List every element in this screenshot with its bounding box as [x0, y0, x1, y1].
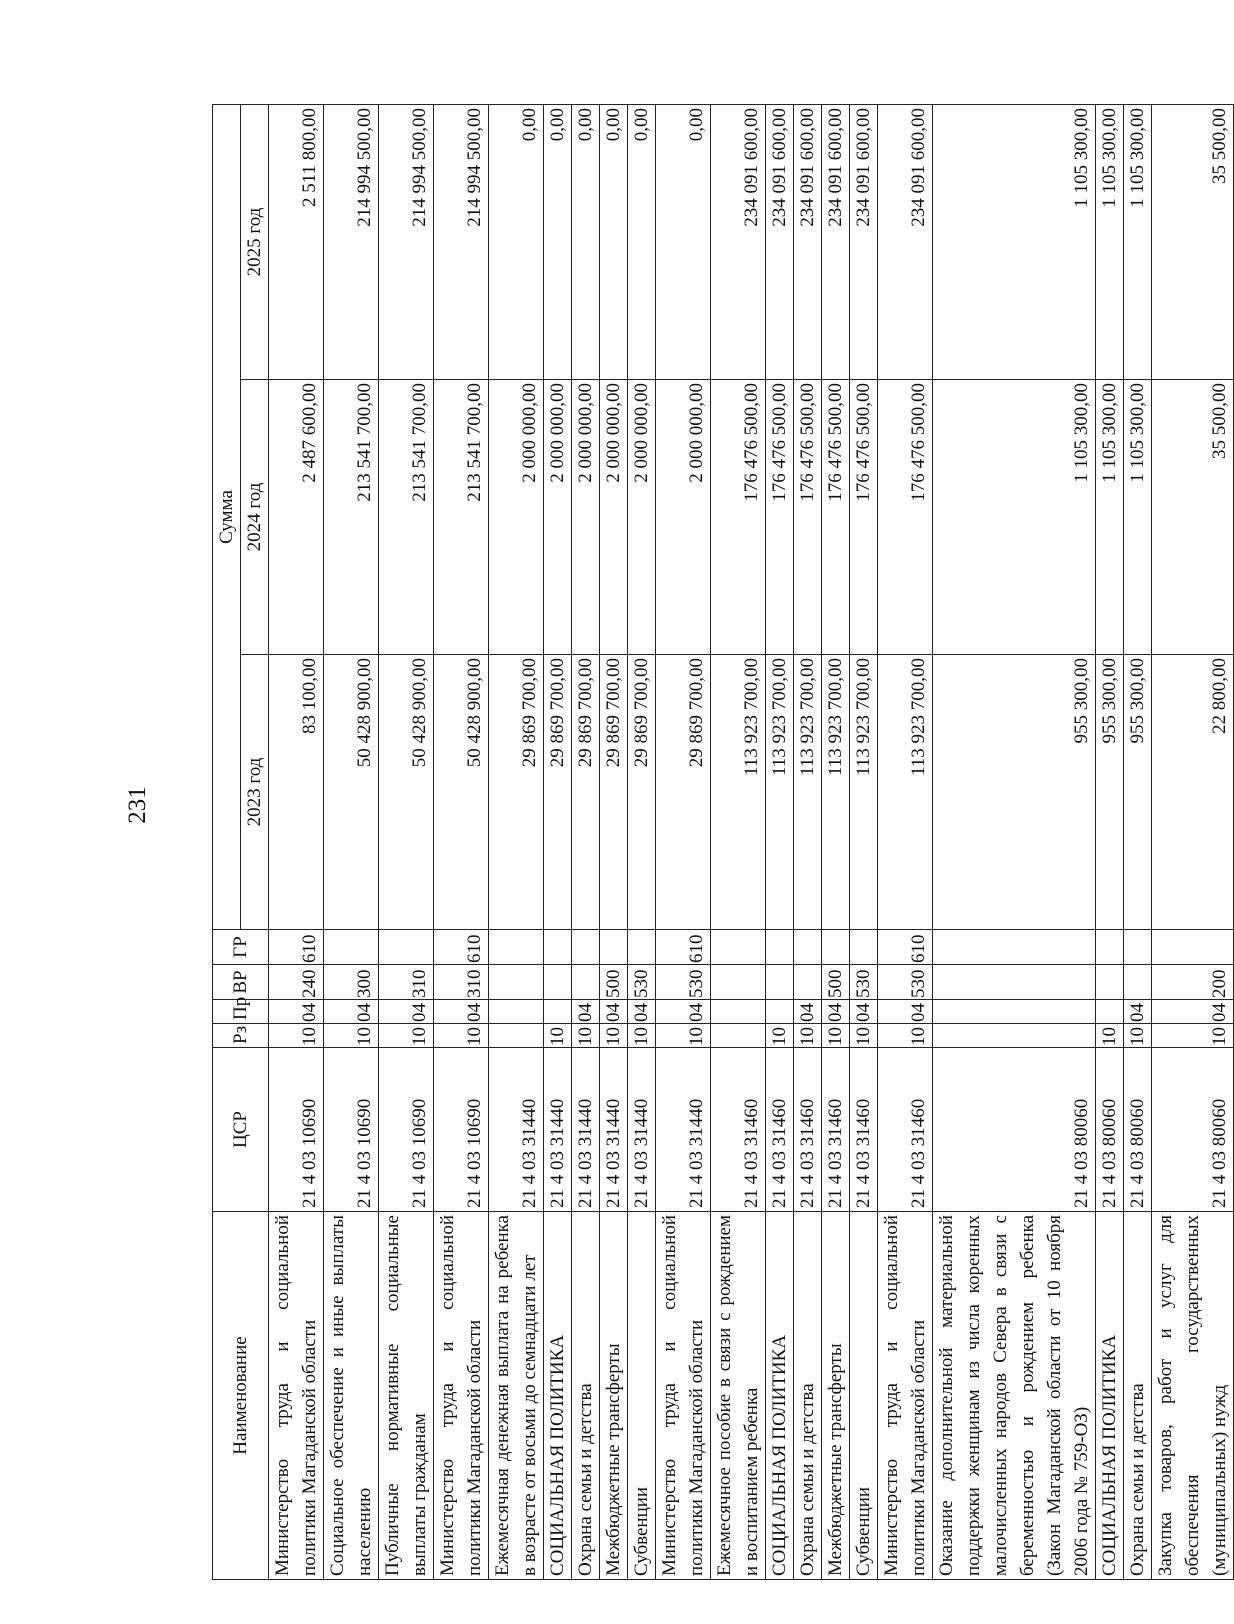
header-name: Наименование	[213, 1212, 269, 1580]
row-2023: 113 923 700,00	[711, 655, 766, 930]
row-pr: 04	[850, 1000, 878, 1024]
row-name: Министерство труда и социальной политики Магаданской области	[656, 1212, 711, 1580]
table-row	[379, 104, 434, 1579]
table-row	[711, 104, 766, 1579]
row-name: Министерство труда и социальной политики Магаданской области	[878, 1212, 933, 1580]
row-name: Оказание дополнительной материальной поддержки женщинам из числа коренных малочисленных народов Севера в связи с беременностью и рождением ребенка (Закон Магаданской области от 10 ноября 2006 года № 759-ОЗ)	[933, 1212, 1096, 1580]
row-csr: 21 4 03 80060	[933, 1048, 1096, 1212]
rotated-table-container	[212, 105, 1230, 1580]
header-sum: Сумма	[213, 104, 241, 929]
row-2023: 29 869 700,00	[489, 655, 544, 930]
row-name: Межбюджетные трансферты	[600, 1212, 628, 1580]
row-2025: 2 511 800,00	[269, 104, 324, 379]
row-2023: 50 428 900,00	[434, 655, 489, 930]
row-2024: 2 000 000,00	[489, 380, 544, 655]
row-2024: 176 476 500,00	[766, 380, 794, 655]
row-2024: 176 476 500,00	[794, 380, 822, 655]
table-row	[572, 104, 600, 1579]
row-gr: 610	[656, 930, 711, 965]
row-rz: 10	[850, 1024, 878, 1048]
row-2025: 0,00	[600, 104, 628, 379]
header-pr: Пр	[213, 1000, 269, 1024]
row-name: Межбюджетные трансферты	[822, 1212, 850, 1580]
row-vr: 530	[878, 965, 933, 1000]
row-2024: 176 476 500,00	[850, 380, 878, 655]
row-2025: 234 091 600,00	[794, 104, 822, 379]
row-vr	[544, 965, 572, 1000]
row-gr	[489, 930, 544, 965]
row-2023: 113 923 700,00	[822, 655, 850, 930]
row-gr	[324, 930, 379, 965]
header-csr: ЦСР	[213, 1048, 269, 1212]
row-gr	[600, 930, 628, 965]
row-2023: 955 300,00	[1096, 655, 1124, 930]
row-name: Субвенции	[628, 1212, 656, 1580]
row-pr	[544, 1000, 572, 1024]
row-rz: 10	[628, 1024, 656, 1048]
row-csr: 21 4 03 31440	[628, 1048, 656, 1212]
table-row	[822, 104, 850, 1579]
row-2024: 1 105 300,00	[933, 380, 1096, 655]
table-row	[489, 104, 544, 1579]
row-2023: 955 300,00	[933, 655, 1096, 930]
row-2025: 214 994 500,00	[324, 104, 379, 379]
header-2023: 2023 год	[241, 655, 269, 930]
row-vr: 530	[656, 965, 711, 1000]
row-2024: 2 000 000,00	[572, 380, 600, 655]
row-2025: 0,00	[544, 104, 572, 379]
table-row	[324, 104, 379, 1579]
table-row	[269, 104, 324, 1579]
row-rz	[933, 1024, 1096, 1048]
row-pr: 04	[1124, 1000, 1152, 1024]
table-row	[600, 104, 628, 1579]
row-gr	[1124, 930, 1152, 965]
row-name: Охрана семьи и детства	[1124, 1212, 1152, 1580]
row-2024: 1 105 300,00	[1096, 380, 1124, 655]
row-vr: 240	[269, 965, 324, 1000]
row-vr	[572, 965, 600, 1000]
row-gr	[628, 930, 656, 965]
row-rz: 10	[1124, 1024, 1152, 1048]
row-2023: 29 869 700,00	[600, 655, 628, 930]
row-vr: 530	[628, 965, 656, 1000]
row-rz: 10	[269, 1024, 324, 1048]
row-vr	[933, 965, 1096, 1000]
row-vr: 500	[822, 965, 850, 1000]
row-pr: 04	[600, 1000, 628, 1024]
row-vr	[794, 965, 822, 1000]
row-2025: 35 500,00	[1152, 104, 1234, 379]
row-2025: 0,00	[489, 104, 544, 379]
row-rz	[711, 1024, 766, 1048]
header-rz: Рз	[213, 1024, 269, 1048]
row-name: Ежемесячное пособие в связи с рождением и воспитанием ребенка	[711, 1212, 766, 1580]
row-2025: 234 091 600,00	[711, 104, 766, 379]
row-csr: 21 4 03 31460	[878, 1048, 933, 1212]
row-name: Социальное обеспечение и иные выплаты населению	[324, 1212, 379, 1580]
row-pr: 04	[434, 1000, 489, 1024]
table-row	[878, 104, 933, 1579]
row-vr	[711, 965, 766, 1000]
row-csr: 21 4 03 80060	[1124, 1048, 1152, 1212]
row-name: Закупка товаров, работ и услуг для обеспечения государственных (муниципальных) нужд	[1152, 1212, 1234, 1580]
row-gr: 610	[878, 930, 933, 965]
row-vr: 500	[600, 965, 628, 1000]
row-2024: 176 476 500,00	[711, 380, 766, 655]
header-2024: 2024 год	[241, 380, 269, 655]
row-2023: 83 100,00	[269, 655, 324, 930]
row-gr	[766, 930, 794, 965]
row-pr: 04	[878, 1000, 933, 1024]
table-body	[269, 104, 1234, 1579]
row-rz: 10	[379, 1024, 434, 1048]
row-2024: 35 500,00	[1152, 380, 1234, 655]
row-rz: 10	[878, 1024, 933, 1048]
row-2025: 214 994 500,00	[379, 104, 434, 379]
row-2024: 2 000 000,00	[600, 380, 628, 655]
row-2024: 213 541 700,00	[434, 380, 489, 655]
row-2024: 2 000 000,00	[628, 380, 656, 655]
row-gr	[544, 930, 572, 965]
table-header	[213, 104, 269, 1579]
row-2023: 29 869 700,00	[656, 655, 711, 930]
row-2023: 29 869 700,00	[628, 655, 656, 930]
row-pr	[766, 1000, 794, 1024]
row-rz: 10	[544, 1024, 572, 1048]
row-2025: 234 091 600,00	[766, 104, 794, 379]
table-row	[766, 104, 794, 1579]
row-pr: 04	[822, 1000, 850, 1024]
row-2023: 50 428 900,00	[379, 655, 434, 930]
row-csr: 21 4 03 31440	[656, 1048, 711, 1212]
row-csr: 21 4 03 80060	[1152, 1048, 1234, 1212]
row-2024: 176 476 500,00	[878, 380, 933, 655]
row-pr: 04	[794, 1000, 822, 1024]
row-pr: 04	[324, 1000, 379, 1024]
table-row	[628, 104, 656, 1579]
table-row	[656, 104, 711, 1579]
row-rz: 10	[434, 1024, 489, 1048]
row-2025: 1 105 300,00	[1124, 104, 1152, 379]
row-gr	[1152, 930, 1234, 965]
row-name: Охрана семьи и детства	[794, 1212, 822, 1580]
row-2025: 234 091 600,00	[822, 104, 850, 379]
row-pr	[1096, 1000, 1124, 1024]
row-2024: 213 541 700,00	[379, 380, 434, 655]
row-rz: 10	[600, 1024, 628, 1048]
budget-table	[212, 104, 1234, 1580]
row-pr: 04	[269, 1000, 324, 1024]
row-vr: 300	[324, 965, 379, 1000]
row-pr	[933, 1000, 1096, 1024]
row-csr: 21 4 03 31460	[822, 1048, 850, 1212]
row-2025: 0,00	[656, 104, 711, 379]
table-row	[933, 104, 1096, 1579]
row-2025: 234 091 600,00	[850, 104, 878, 379]
row-rz: 10	[1096, 1024, 1124, 1048]
header-2025: 2025 год	[241, 104, 269, 379]
row-vr	[1124, 965, 1152, 1000]
row-pr: 04	[628, 1000, 656, 1024]
row-rz: 10	[822, 1024, 850, 1048]
row-gr: 610	[269, 930, 324, 965]
row-2024: 2 000 000,00	[656, 380, 711, 655]
row-pr	[711, 1000, 766, 1024]
row-rz: 10	[324, 1024, 379, 1048]
row-name: Ежемесячная денежная выплата на ребенка в возрасте от восьми до семнадцати лет	[489, 1212, 544, 1580]
row-vr	[1096, 965, 1124, 1000]
row-rz	[489, 1024, 544, 1048]
row-gr	[1096, 930, 1124, 965]
row-csr: 21 4 03 10690	[379, 1048, 434, 1212]
row-2024: 2 000 000,00	[544, 380, 572, 655]
row-name: Субвенции	[850, 1212, 878, 1580]
row-2025: 0,00	[572, 104, 600, 379]
row-name: СОЦИАЛЬНАЯ ПОЛИТИКА	[544, 1212, 572, 1580]
row-rz: 10	[1152, 1024, 1234, 1048]
row-rz: 10	[794, 1024, 822, 1048]
row-2024: 1 105 300,00	[1124, 380, 1152, 655]
table-row	[1152, 104, 1234, 1579]
row-2025: 1 105 300,00	[1096, 104, 1124, 379]
row-rz: 10	[572, 1024, 600, 1048]
row-gr	[711, 930, 766, 965]
table-row	[434, 104, 489, 1579]
row-gr	[572, 930, 600, 965]
row-csr: 21 4 03 31460	[711, 1048, 766, 1212]
row-2024: 176 476 500,00	[822, 380, 850, 655]
row-2023: 113 923 700,00	[850, 655, 878, 930]
row-csr: 21 4 03 31460	[766, 1048, 794, 1212]
row-rz: 10	[656, 1024, 711, 1048]
table-row	[794, 104, 822, 1579]
row-2025: 234 091 600,00	[878, 104, 933, 379]
header-gr: ГР	[213, 930, 269, 965]
row-csr: 21 4 03 10690	[269, 1048, 324, 1212]
row-2023: 113 923 700,00	[766, 655, 794, 930]
row-pr	[489, 1000, 544, 1024]
row-2024: 2 487 600,00	[269, 380, 324, 655]
row-2023: 50 428 900,00	[324, 655, 379, 930]
row-name: Министерство труда и социальной политики Магаданской области	[434, 1212, 489, 1580]
row-2023: 955 300,00	[1124, 655, 1152, 930]
row-vr: 200	[1152, 965, 1234, 1000]
page-number: 231	[124, 786, 151, 824]
row-name: Министерство труда и социальной политики Магаданской области	[269, 1212, 324, 1580]
row-2023: 29 869 700,00	[572, 655, 600, 930]
row-name: СОЦИАЛЬНАЯ ПОЛИТИКА	[766, 1212, 794, 1580]
row-pr: 04	[379, 1000, 434, 1024]
table-row	[544, 104, 572, 1579]
row-vr: 310	[379, 965, 434, 1000]
row-vr	[766, 965, 794, 1000]
row-csr: 21 4 03 31440	[544, 1048, 572, 1212]
row-csr: 21 4 03 10690	[434, 1048, 489, 1212]
row-vr: 310	[434, 965, 489, 1000]
row-pr: 04	[572, 1000, 600, 1024]
row-2023: 113 923 700,00	[794, 655, 822, 930]
row-gr	[933, 930, 1096, 965]
row-vr: 530	[850, 965, 878, 1000]
row-pr: 04	[1152, 1000, 1234, 1024]
row-csr: 21 4 03 31440	[572, 1048, 600, 1212]
row-2025: 0,00	[628, 104, 656, 379]
table-row	[1096, 104, 1124, 1579]
row-2023: 113 923 700,00	[878, 655, 933, 930]
row-gr	[794, 930, 822, 965]
row-gr: 610	[434, 930, 489, 965]
table-row	[1124, 104, 1152, 1579]
row-csr: 21 4 03 10690	[324, 1048, 379, 1212]
row-gr	[850, 930, 878, 965]
table-row	[850, 104, 878, 1579]
row-2025: 1 105 300,00	[933, 104, 1096, 379]
row-csr: 21 4 03 31440	[600, 1048, 628, 1212]
row-pr: 04	[656, 1000, 711, 1024]
row-csr: 21 4 03 31460	[794, 1048, 822, 1212]
row-2024: 213 541 700,00	[324, 380, 379, 655]
header-vr: ВР	[213, 965, 269, 1000]
row-2025: 214 994 500,00	[434, 104, 489, 379]
row-vr	[489, 965, 544, 1000]
row-2023: 22 800,00	[1152, 655, 1234, 930]
row-2023: 29 869 700,00	[544, 655, 572, 930]
row-name: СОЦИАЛЬНАЯ ПОЛИТИКА	[1096, 1212, 1124, 1580]
row-csr: 21 4 03 80060	[1096, 1048, 1124, 1212]
row-name: Публичные нормативные социальные выплаты гражданам	[379, 1212, 434, 1580]
row-gr	[379, 930, 434, 965]
row-csr: 21 4 03 31460	[850, 1048, 878, 1212]
row-csr: 21 4 03 31440	[489, 1048, 544, 1212]
row-gr	[822, 930, 850, 965]
row-rz: 10	[766, 1024, 794, 1048]
row-name: Охрана семьи и детства	[572, 1212, 600, 1580]
